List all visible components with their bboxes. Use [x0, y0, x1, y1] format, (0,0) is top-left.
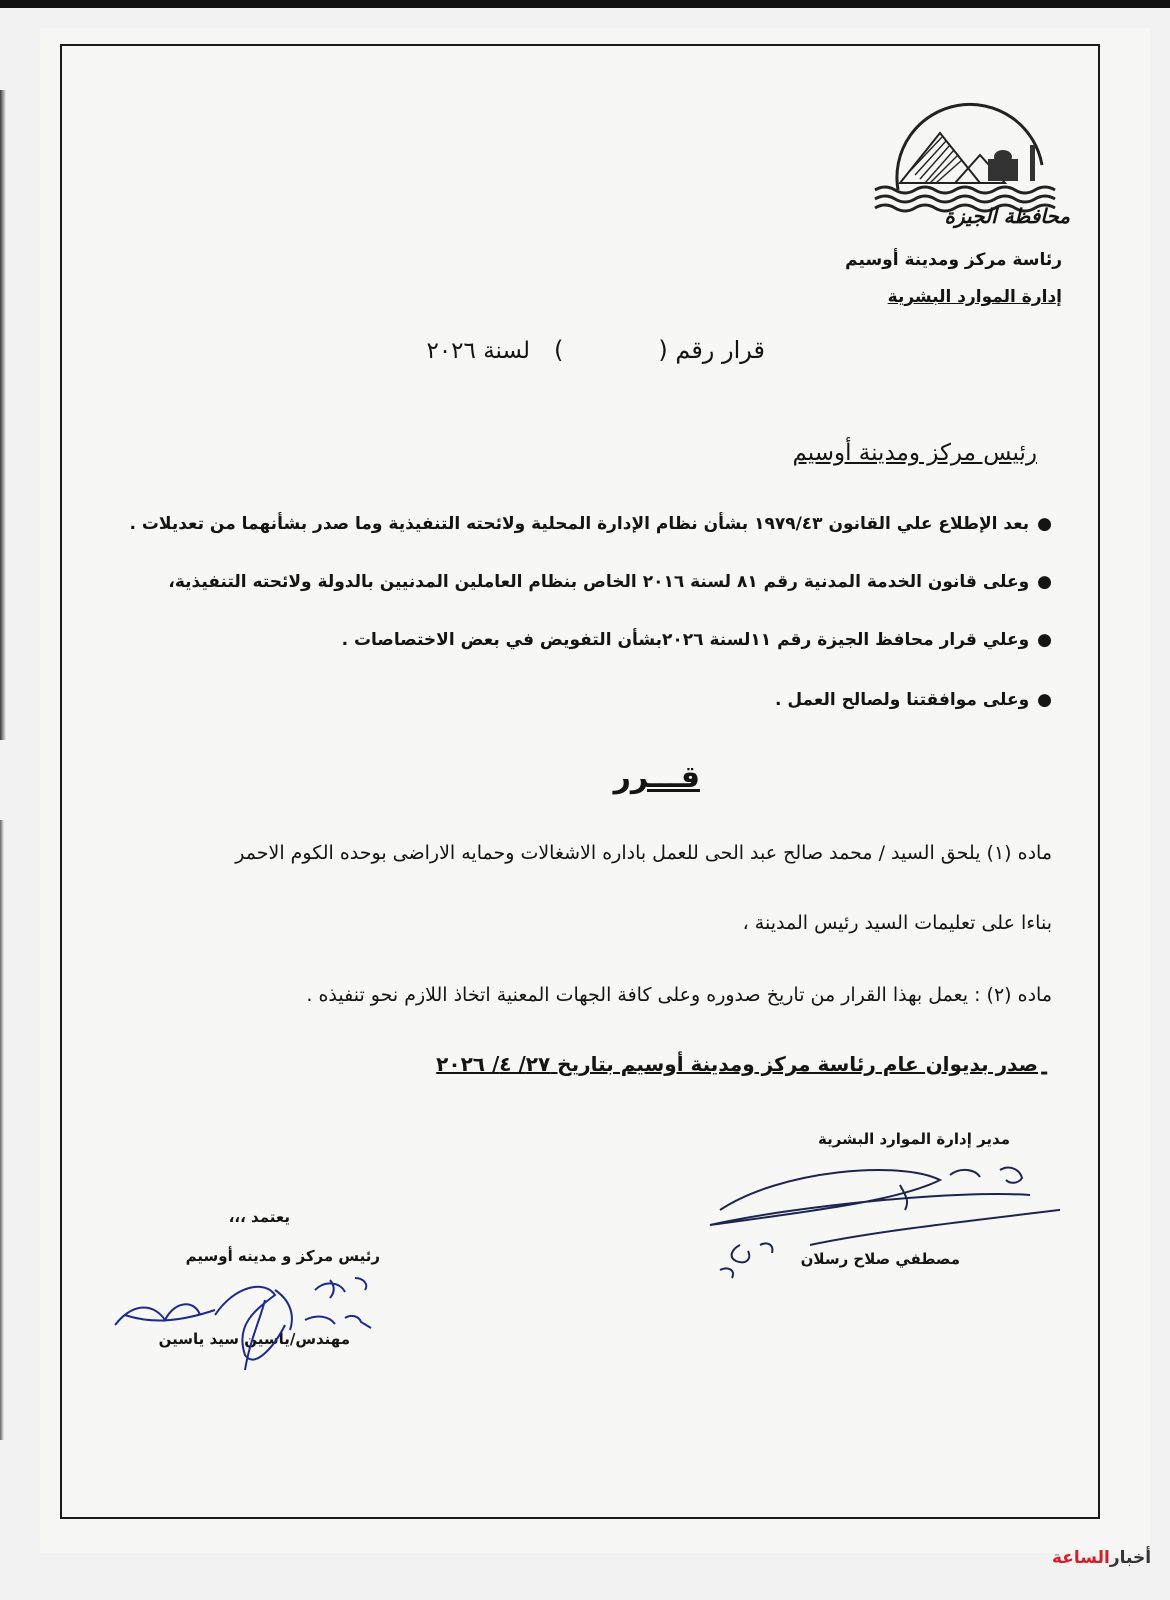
bullet-icon: ● — [1037, 690, 1052, 710]
bullet-icon: ● — [1037, 572, 1052, 592]
department-heading: إدارة الموارد البشرية — [887, 287, 1062, 307]
preamble-clause: ●وعلي قرار محافظ الجيزة رقم ١١لسنة ٢٠٢٦بشأن التفويض في بعض الاختصاصات . — [341, 630, 1052, 650]
approver-name: مهندس/ياسين سيد ياسين — [158, 1330, 350, 1348]
preamble-clause: ●بعد الإطلاع علي القانون ١٩٧٩/٤٣ بشأن نظام الإدارة المحلية ولائحته التنفيذية وما صدر بشأنهما من تعديلات . — [129, 514, 1052, 534]
left-shadow — [0, 90, 6, 740]
hr-manager-signature — [700, 1150, 1060, 1290]
left-shadow-lower — [0, 820, 4, 1440]
article-1-line-2: بناءا على تعليمات السيد رئيس المدينة ، — [742, 912, 1052, 934]
bullet-icon: ● — [1037, 630, 1052, 650]
site-watermark — [1052, 1548, 1151, 1568]
preamble-clause: ●وعلى قانون الخدمة المدنية رقم ٨١ لسنة ٢٠١٦ الخاص بنظام العاملين المدنيين بالدولة ولائحته التنفيذية، — [168, 572, 1052, 592]
watermark-part-2: الساعة — [1052, 1548, 1110, 1568]
top-dark-edge — [0, 0, 1170, 8]
hr-manager-title: مدير إدارة الموارد البشرية — [818, 1130, 1010, 1148]
decides-heading: قـــرر — [613, 760, 700, 795]
bullet-icon: ● — [1037, 514, 1052, 534]
article-1-line-1: ماده (١) يلحق السيد / محمد صالح عبد الحى للعمل باداره الاشغالات وحمايه الاراضى بوحده الكوم الاحمر — [235, 842, 1052, 864]
approval-label: يعتمد ،،، — [228, 1208, 290, 1226]
hr-manager-name: مصطفي صلاح رسلان — [800, 1250, 960, 1268]
approver-signature — [105, 1270, 405, 1380]
logo-caption: محافظة الجيزة — [944, 204, 1070, 228]
watermark-part-1: أخبار — [1109, 1548, 1152, 1568]
preamble-clause: ●وعلى موافقتنا ولصالح العمل . — [774, 690, 1052, 710]
article-2: ماده (٢) : يعمل بهذا القرار من تاريخ صدوره وعلى كافة الجهات المعنية اتخاذ اللازم نحو تنفيذه . — [306, 984, 1052, 1006]
decision-label: قرار رقم ( — [658, 336, 765, 364]
presidency-heading: رئاسة مركز ومدينة أوسيم — [845, 250, 1062, 270]
decision-year: لسنة ٢٠٢٦ — [426, 338, 530, 364]
decision-number-title — [554, 336, 765, 364]
decision-close-paren: ) — [553, 336, 564, 364]
issuer-heading: رئيس مركز ومدينة أوسيم — [792, 440, 1037, 466]
issued-statement: صدر بديوان عام رئاسة مركز ومدينة أوسيم بتاريخ ٢٧/ ٤/ ٢٠٢٦ — [436, 1052, 1038, 1076]
issued-marker: - — [1040, 1060, 1049, 1084]
approver-title: رئيس مركز و مدينه أوسيم — [185, 1247, 380, 1265]
